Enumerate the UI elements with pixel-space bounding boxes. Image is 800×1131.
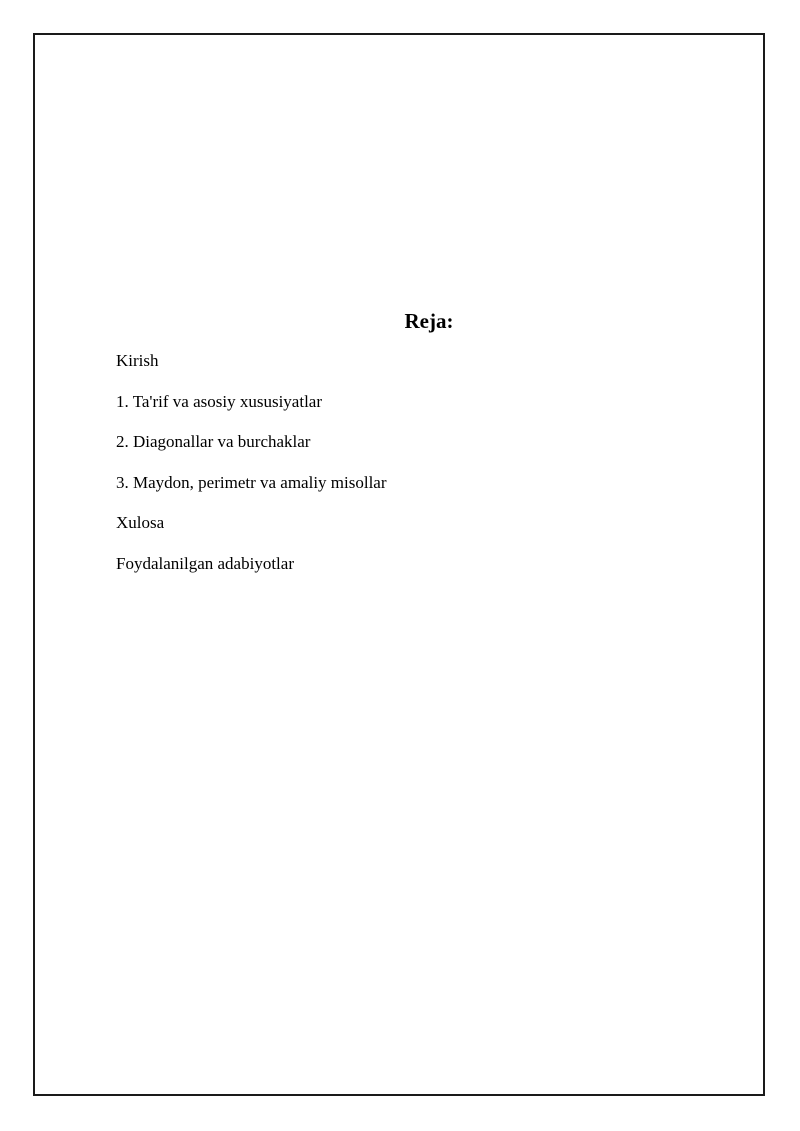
toc-item-diagonals: 2. Diagonallar va burchaklar (116, 432, 311, 451)
toc-item-area-perimeter: 3. Maydon, perimetr va amaliy misollar (116, 472, 387, 492)
toc-item-definition: 1. Ta'rif va asosiy xususiyatlar (116, 391, 322, 411)
page-title: Reja: (404, 309, 454, 333)
page-frame (33, 33, 765, 1096)
toc-item-conclusion: Xulosa (116, 513, 165, 532)
toc-item-introduction: Kirish (116, 351, 159, 370)
toc-item-references: Foydalanilgan adabiyotlar (116, 553, 294, 573)
table-of-contents (116, 351, 387, 594)
